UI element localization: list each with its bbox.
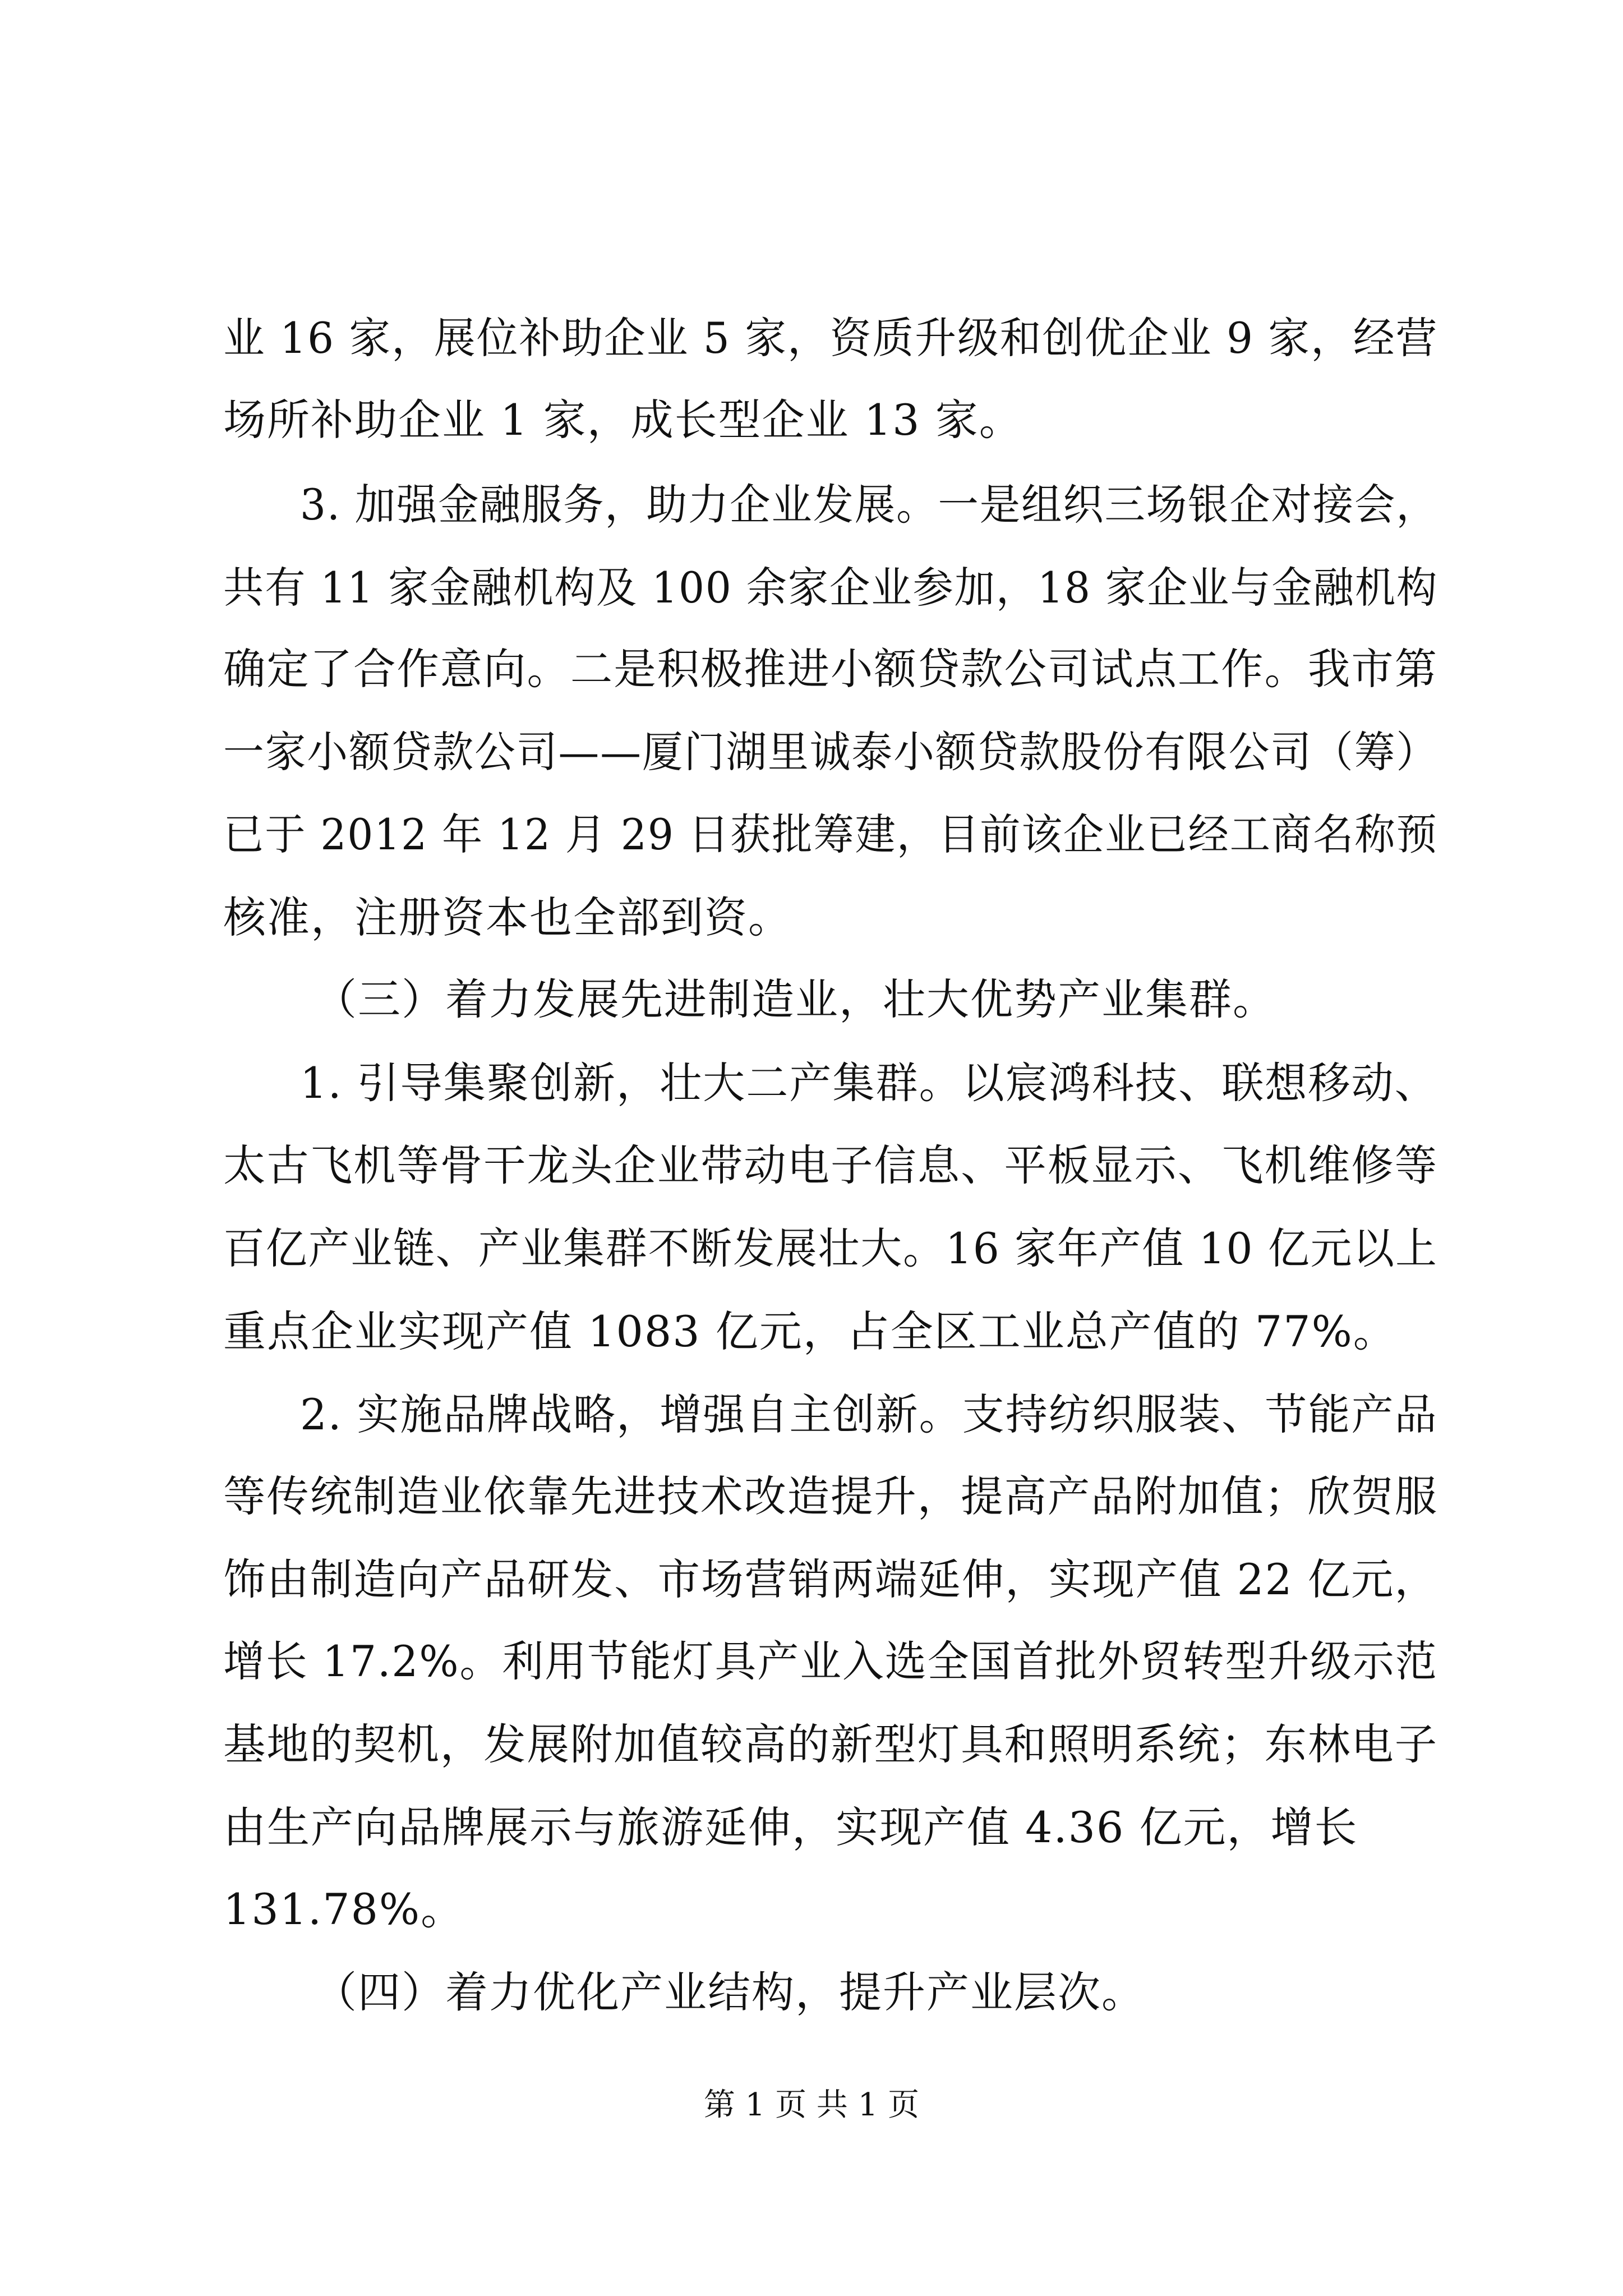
text-line-18: 基地的契机，发展附加值较高的新型灯具和照明系统；东林电子 xyxy=(223,1719,1438,1769)
text-line-17: 增长 17.2%。利用节能灯具产业入选全国首批外贸转型升级示范 xyxy=(223,1636,1438,1686)
text-line-14: 2. 实施品牌战略，增强自主创新。支持纺织服装、节能产品 xyxy=(300,1389,1438,1439)
text-line-19: 由生产向品牌展示与旅游延伸，实现产值 4.36 亿元，增长 xyxy=(223,1802,1358,1852)
section-heading-4: （四）着力优化产业结构，提升产业层次。 xyxy=(314,1967,1145,2017)
text-line-11: 太古飞机等骨干龙头企业带动电子信息、平板显示、飞机维修等 xyxy=(223,1140,1438,1190)
text-line-10: 1. 引导集聚创新，壮大二产集群。以宸鸿科技、联想移动、 xyxy=(300,1058,1438,1108)
text-line-1: 业 16 家，展位补助企业 5 家，资质升级和创优企业 9 家，经营 xyxy=(223,313,1438,363)
page-footer: 第 1 页 共 1 页 xyxy=(703,2087,920,2123)
text-line-20: 131.78%。 xyxy=(223,1884,465,1934)
text-line-2: 场所补助企业 1 家，成长型企业 13 家。 xyxy=(223,395,1023,445)
text-line-15: 等传统制造业依靠先进技术改造提升，提高产品附加值；欣贺服 xyxy=(223,1471,1438,1521)
text-line-7: 已于 2012 年 12 月 29 日获批筹建，目前该企业已经工商名称预 xyxy=(223,809,1438,859)
text-line-12: 百亿产业链、产业集群不断发展壮大。16 家年产值 10 亿元以上 xyxy=(223,1223,1438,1273)
text-line-13: 重点企业实现产值 1083 亿元，占全区工业总产值的 77%。 xyxy=(223,1306,1397,1356)
text-line-4: 共有 11 家金融机构及 100 余家企业参加，18 家企业与金融机构 xyxy=(223,563,1438,613)
text-line-16: 饰由制造向产品研发、市场营销两端延伸，实现产值 22 亿元， xyxy=(223,1554,1438,1604)
text-line-5: 确定了合作意向。二是积极推进小额贷款公司试点工作。我市第 xyxy=(223,644,1438,694)
text-line-8: 核准，注册资本也全部到资。 xyxy=(223,892,792,942)
text-line-6: 一家小额贷款公司——厦门湖里诚泰小额贷款股份有限公司（筹） xyxy=(223,727,1438,777)
section-heading-3: （三）着力发展先进制造业，壮大优势产业集群。 xyxy=(314,974,1276,1024)
text-line-3: 3. 加强金融服务，助力企业发展。一是组织三场银企对接会， xyxy=(300,480,1438,530)
